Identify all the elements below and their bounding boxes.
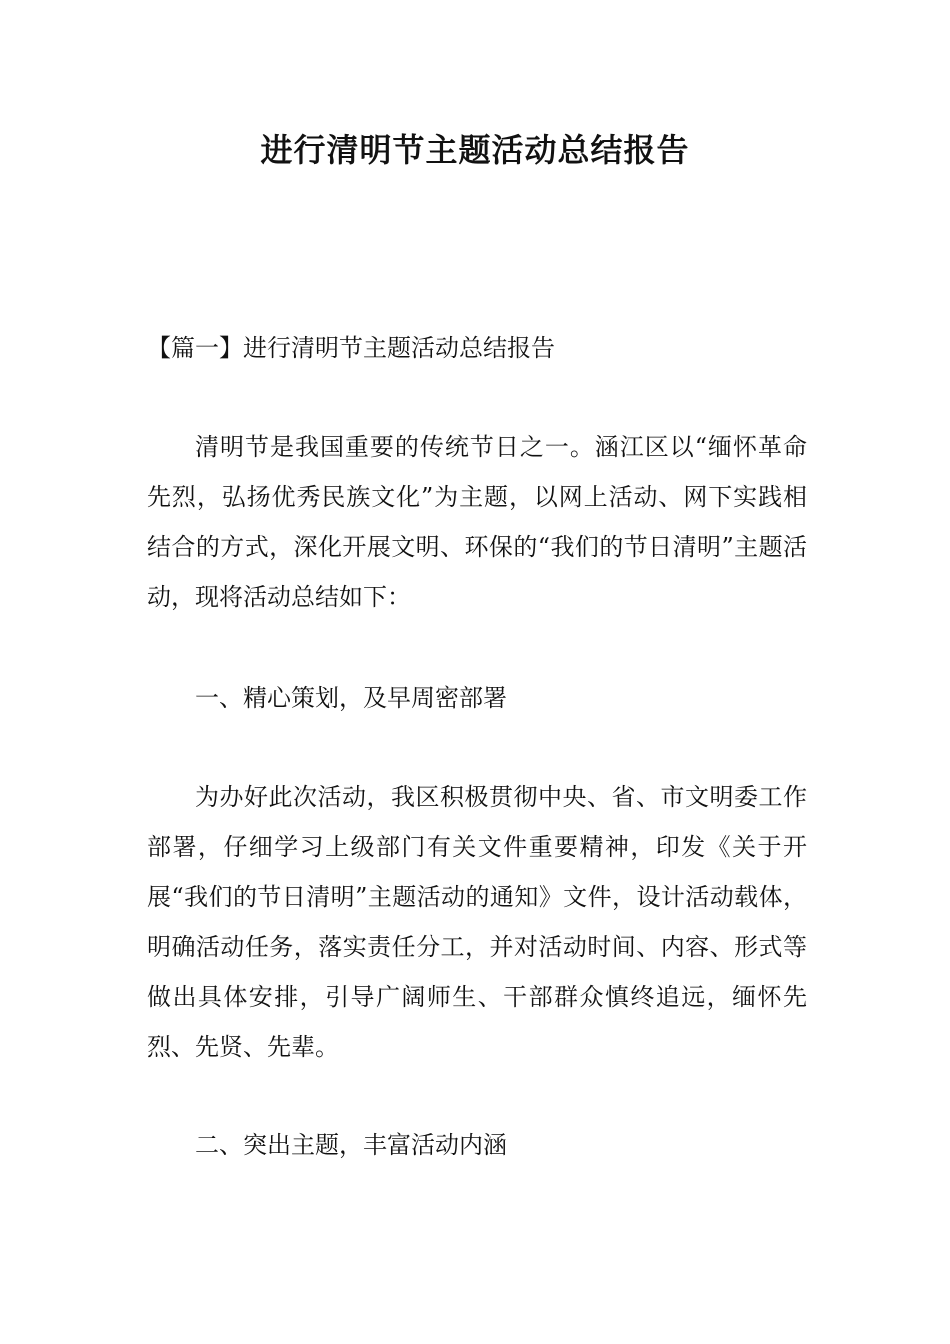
paragraph-intro: 清明节是我国重要的传统节日之一。涵江区以“缅怀革命先烈，弘扬优秀民族文化”为主题，以网上活动、网下实践相结合的方式，深化开展文明、环保的“我们的节日清明”主题活动，现将活动总结如下： bbox=[147, 433, 807, 611]
subheading-section-2: 二、突出主题，丰富活动内涵 bbox=[195, 1131, 507, 1159]
subheading-section-1: 一、精心策划，及早周密部署 bbox=[195, 684, 507, 712]
section-header: 【篇一】进行清明节主题活动总结报告 bbox=[147, 334, 555, 362]
document-title: 进行清明节主题活动总结报告 bbox=[260, 131, 690, 169]
paragraph-section-1-body: 为办好此次活动，我区积极贯彻中央、省、市文明委工作部署，仔细学习上级部门有关文件重要精神，印发《关于开展“我们的节日清明”主题活动的通知》文件，设计活动载体，明确活动任务，落实责任分工，并对活动时间、内容、形式等做出具体安排，引导广阔师生、干部群众慎终追远，缅怀先烈、先贤、先辈。 bbox=[147, 783, 807, 1061]
